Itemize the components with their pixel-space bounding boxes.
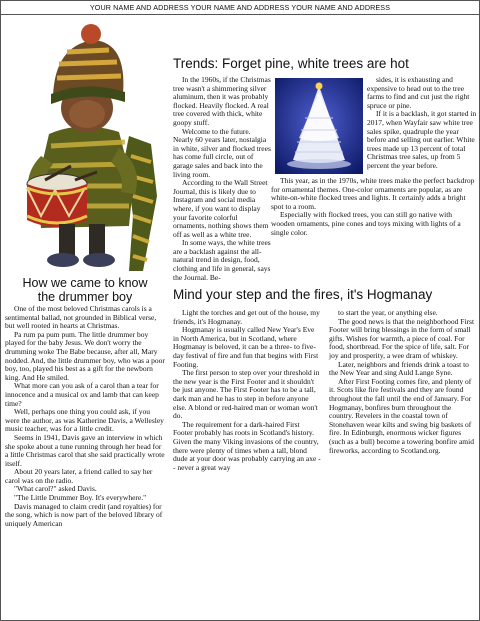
drummer-paragraph: "What carol?" asked Davis. [14, 484, 97, 494]
trees-paragraph: According to the Wall Street Journal, this is likely due to Instagram and social media where, if you want to display your favorite colorful ornaments, nothing shows them off as well as a white tree. [173, 178, 269, 239]
trees-paragraph: This year, as in the 1970s, white trees make the perfect backdrop for ornamental themes. One-color ornaments are popular, as are white-on-white flocked trees and lights. It certainly adds a bright spot to a room. [271, 176, 475, 211]
drummer-paragraph: Seems in 1941, Davis gave an interview in which she spoke about a tune running through her head for a little Christmas carol that she said practically wrote itself. [5, 432, 165, 468]
drummer-title-line1: How we came to know [22, 276, 148, 290]
hogmanay-column-2 [329, 309, 477, 617]
trees-paragraph: Especially with flocked trees, you can still go native with wooden ornaments, pine cones and toys mixing with lights of a single color. [271, 210, 461, 237]
drummer-paragraph: "The Little Drummer Boy. It's everywhere." [14, 493, 147, 503]
drummer-paragraph: Davis managed to claim credit (and royalties) for the song, which is now part of the beloved library of uniquely American [5, 501, 163, 528]
hogmanay-paragraph: to start the year, or anything else. [338, 308, 438, 317]
hogmanay-paragraph: The good news is that the neighborhood First Footer will bring blessings in the form of small gifts. Wishes for warmth, a piece of coal. For food, shortbread. For the spice of life, salt. For joy and prosperity, a wee dram of whiskey. [329, 316, 475, 360]
drummer-paragraph: Pa rum pa pum pum. The little drummer boy played for the baby Jesus. We don't worry the drumming woke The Babe because, after all, Mary nodded. And, the little drummer boy, who was a poor boy, too, played his best as a gift for the newborn king. And He smiled. [5, 329, 165, 382]
drummer-boy-illustration [1, 16, 169, 274]
drummer-paragraph: About 20 years later, a friend called to say her carol was on the radio. [5, 467, 153, 485]
trees-column-2-bottom [271, 177, 476, 275]
trees-column-1 [173, 75, 271, 282]
trees-paragraph: sides, it is exhausting and expensive to head out to the tree farms to find and cut just the right spruce or pine. [367, 75, 470, 110]
hogmanay-paragraph: Hogmanay is usually called New Year's Eve in North America, but in Scotland, where Hogmanay is beloved, it can be a three- to five-day festival of fire and fun that begins with First Footing. [173, 325, 319, 369]
trees-title: Trends: Forget pine, white trees are hot [173, 56, 409, 71]
hogmanay-paragraph: The first person to step over your threshold in the new year is the First Footer and it shouldn't be just anyone. The First Footer has to be a tall, dark man and he has to step in before anyone else. A blond or red-haired man or woman won't do. [173, 368, 320, 421]
drummer-paragraph: What more can you ask of a carol than a tear for innocence and a musical ox and lamb that can keep time? [5, 381, 159, 408]
drummer-paragraph: One of the most beloved Christmas carols is a sentimental ballad, not grounded in Biblical verse, but well rooted in hearts at Christmas. [5, 304, 157, 331]
page-header: YOUR NAME AND ADDRESS YOUR NAME AND ADDRESS YOUR NAME AND ADDRESS [1, 1, 479, 15]
hogmanay-title: Mind your step and the fires, it's Hogmanay [173, 287, 433, 302]
trees-paragraph: In the 1960s, if the Christmas tree wasn't a shimmering silver aluminum, then it was probably flocked. Heavily flocked. A real tree covered with thick, white goopy stuff. [173, 75, 271, 127]
drummer-title [5, 276, 165, 304]
hogmanay-paragraph: Light the torches and get out of the house, my friends, it's Hogmanay. [173, 308, 320, 326]
hogmanay-paragraph: After First Footing comes fire, and plenty of it. Scots like fire festivals and they are found throughout the fall until the end of January. For Hogmanay, bonfires burn throughout the country. Revelers in the coastal town of Stonehaven wear kilts and swing big baskets of fire. In Edinburgh, enormous wicker figures (such as a bull) become a towering bonfire amid fireworks, according to Scotland.org. [329, 376, 474, 455]
white-tree-illustration [275, 78, 363, 174]
trees-paragraph: If it is a backlash, it got started in 2017, when Wayfair saw white tree sales spike, quadruple the year before and selling out earlier. White trees made up 13 percent of total Christmas tree sales, up from 5 percent the year before. [367, 109, 477, 170]
hogmanay-paragraph: Later, neighbors and friends drink a toast to the New Year and sing Auld Lange Syne. [329, 359, 469, 378]
drummer-title-line2: the drummer boy [37, 290, 133, 304]
trees-paragraph: Welcome to the future. Nearly 60 years later, nostalgia in white, silver and flocked trees has come full circle, out of garage sales and back into the living room. [173, 126, 271, 179]
hogmanay-column-1 [173, 309, 321, 617]
drummer-paragraph: Well, perhaps one thing you could ask, if you were the author, as was Katherine Davis, a Wellesley music teacher, was for a little credit. [5, 407, 164, 434]
trees-paragraph: In some ways, the white trees are a backlash against the all-natural trend in design, food, clothing and life in general, says the Journal. Be- [173, 238, 271, 282]
drummer-article [5, 305, 165, 618]
hogmanay-paragraph: The requirement for a dark-haired First Footer probably has roots in Scotland's history. Given the many Viking invasions of the country, there were plenty of times when a tall, blond dude at your door was probably carrying an axe -- never a great way [173, 419, 321, 472]
trees-column-2-top [367, 76, 477, 179]
